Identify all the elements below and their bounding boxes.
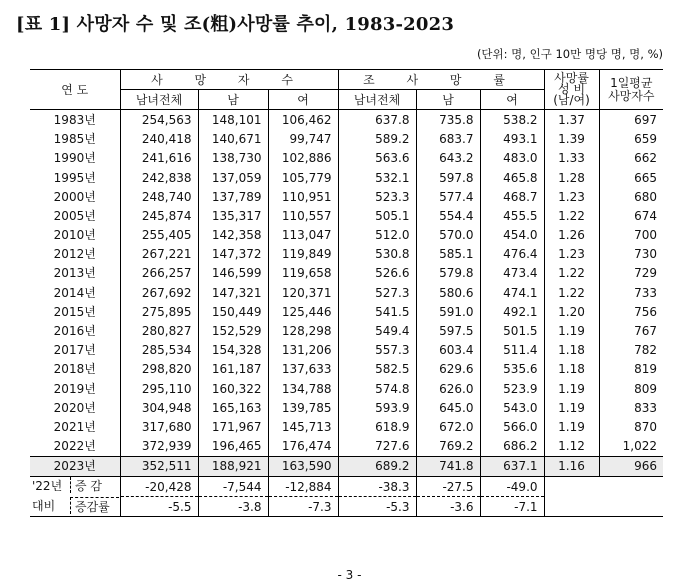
table-row [30,398,663,417]
cell-rate-female: 476.4 [480,245,544,264]
cell-sex-ratio: 1.19 [544,417,599,436]
cell-total: 266,257 [120,264,198,283]
cell-sex-ratio: 1.22 [544,264,599,283]
change-rate-deaths-female: -7.3 [268,497,338,517]
cell-male: 171,967 [198,417,268,436]
table-row [30,187,663,206]
cell-rate-total: 532.1 [338,168,416,187]
table-row [30,379,663,398]
cell-daily: 966 [599,456,663,476]
cell-daily: 819 [599,360,663,379]
cell-total: 254,563 [120,110,198,130]
cell-rate-female: 493.1 [480,130,544,149]
cell-female: 163,590 [268,456,338,476]
cell-male: 161,187 [198,360,268,379]
table-row [30,264,663,283]
cell-rate-male: 741.8 [416,456,480,476]
cell-rate-male: 769.2 [416,437,480,457]
cell-male: 147,372 [198,245,268,264]
cell-rate-female: 501.5 [480,321,544,340]
cell-female: 106,462 [268,110,338,130]
cell-male: 196,465 [198,437,268,457]
cell-sex-ratio: 1.28 [544,168,599,187]
cell-rate-male: 603.4 [416,341,480,360]
cell-year: 1990년 [53,151,96,166]
cell-female: 128,298 [268,321,338,340]
cell-daily: 730 [599,245,663,264]
change-female: -12,884 [268,476,338,496]
cell-year: 2012년 [53,247,96,262]
cell-female: 137,633 [268,360,338,379]
header-sex-ratio-line3: (남/여) [553,93,590,108]
sub-header-rate-total: 남녀전체 [338,90,416,110]
cell-year: 2016년 [53,324,96,339]
cell-daily: 733 [599,283,663,302]
death-statistics-table [30,69,663,517]
cell-sex-ratio: 1.19 [544,321,599,340]
cell-rate-female: 465.8 [480,168,544,187]
comparison-label-2 [30,497,120,517]
cell-male: 160,322 [198,379,268,398]
cell-rate-female: 483.0 [480,149,544,168]
cell-female: 102,886 [268,149,338,168]
cell-rate-total: 618.9 [338,417,416,436]
cell-daily: 870 [599,417,663,436]
cell-sex-ratio: 1.16 [544,456,599,476]
cell-total: 352,511 [120,456,198,476]
cell-sex-ratio: 1.12 [544,437,599,457]
cell-year: 2017년 [53,343,96,358]
cell-daily: 833 [599,398,663,417]
cell-total: 267,221 [120,245,198,264]
cell-male: 154,328 [198,341,268,360]
cell-female: 105,779 [268,168,338,187]
cell-rate-male: 672.0 [416,417,480,436]
table-row [30,226,663,245]
cell-daily: 756 [599,302,663,321]
cell-daily: 680 [599,187,663,206]
cell-female: 125,446 [268,302,338,321]
cell-sex-ratio: 1.23 [544,245,599,264]
header-row-1 [30,70,663,90]
cell-year: 2020년 [53,400,96,415]
cell-sex-ratio: 1.37 [544,110,599,130]
cell-male: 148,101 [198,110,268,130]
cell-total: 248,740 [120,187,198,206]
header-crude-rate: 조 사 망 률 [338,70,544,90]
cell-total: 275,895 [120,302,198,321]
cell-female: 110,951 [268,187,338,206]
cell-sex-ratio: 1.33 [544,149,599,168]
cell-rate-male: 597.5 [416,321,480,340]
change-label: 증 감 [70,477,102,493]
change-rate-crude-total: -5.3 [338,497,416,517]
cell-total: 298,820 [120,360,198,379]
header-daily-line1: 1일평균 [610,75,653,90]
cell-sex-ratio: 1.22 [544,283,599,302]
comparison-label-year: '22년 [32,478,63,493]
cell-year: 2010년 [53,228,96,243]
cell-total: 285,534 [120,341,198,360]
cell-total: 255,405 [120,226,198,245]
cell-daily: 659 [599,130,663,149]
cell-male: 138,730 [198,149,268,168]
cell-year: 1995년 [53,170,96,185]
cell-rate-male: 683.7 [416,130,480,149]
cell-rate-total: 541.5 [338,302,416,321]
cell-year: 2013년 [53,266,96,281]
cell-daily: 1,022 [599,437,663,457]
change-rate-deaths-total: -5.5 [120,497,198,517]
table-row [30,206,663,225]
cell-rate-female: 566.0 [480,417,544,436]
cell-year: 1983년 [53,112,96,127]
cell-total: 372,939 [120,437,198,457]
cell-rate-total: 526.6 [338,264,416,283]
table-row [30,360,663,379]
cell-rate-female: 523.9 [480,379,544,398]
cell-sex-ratio: 1.22 [544,206,599,225]
header-sex-ratio [544,70,599,110]
cell-sex-ratio: 1.20 [544,302,599,321]
cell-sex-ratio: 1.23 [544,187,599,206]
cell-year: 2015년 [53,304,96,319]
cell-daily: 674 [599,206,663,225]
cell-year: 2023년 [30,456,120,476]
cell-male: 146,599 [198,264,268,283]
cell-daily: 700 [599,226,663,245]
table-title: [표 1] 사망자 수 및 조(粗)사망률 추이, 1983-2023 [16,14,455,35]
cell-rate-female: 474.1 [480,283,544,302]
table-row [30,245,663,264]
change-rate-male: -27.5 [416,476,480,496]
change-rate-crude-male: -3.6 [416,497,480,517]
cell-male: 137,789 [198,187,268,206]
comparison-label [30,476,120,496]
cell-daily: 665 [599,168,663,187]
header-deaths: 사 망 자 수 [120,70,338,90]
cell-total: 241,616 [120,149,198,168]
cell-rate-male: 735.8 [416,110,480,130]
cell-rate-female: 511.4 [480,341,544,360]
cell-rate-total: 593.9 [338,398,416,417]
cell-year: 2021년 [53,419,96,434]
cell-year: 2018년 [53,362,96,377]
sub-header-rate-female: 여 [480,90,544,110]
cell-rate-total: 512.0 [338,226,416,245]
change-rate-crude-female: -7.1 [480,497,544,517]
cell-rate-female: 468.7 [480,187,544,206]
table-row [30,437,663,457]
table-row [30,149,663,168]
table-row [30,302,663,321]
cell-year: 2014년 [53,285,96,300]
cell-female: 139,785 [268,398,338,417]
cell-rate-male: 597.8 [416,168,480,187]
change-rate-total: -38.3 [338,476,416,496]
cell-rate-male: 643.2 [416,149,480,168]
change-male: -7,544 [198,476,268,496]
cell-male: 165,163 [198,398,268,417]
table-row [30,130,663,149]
cell-total: 240,418 [120,130,198,149]
cell-female: 120,371 [268,283,338,302]
cell-rate-total: 582.5 [338,360,416,379]
change-sex-ratio-empty [544,476,599,516]
change-daily-empty [599,476,663,516]
header-daily-line2: 사망자수 [608,88,655,103]
sub-header-deaths-total: 남녀전체 [120,90,198,110]
change-rate-label: 증감률 [70,497,119,514]
cell-rate-male: 645.0 [416,398,480,417]
cell-rate-total: 530.8 [338,245,416,264]
cell-year: 2005년 [53,208,96,223]
change-total: -20,428 [120,476,198,496]
cell-rate-total: 549.4 [338,321,416,340]
cell-female: 131,206 [268,341,338,360]
table-row-2023 [30,456,663,476]
cell-daily: 782 [599,341,663,360]
cell-rate-total: 637.8 [338,110,416,130]
page-number: - 3 - [337,568,362,582]
cell-sex-ratio: 1.18 [544,341,599,360]
cell-rate-female: 637.1 [480,456,544,476]
cell-rate-total: 523.3 [338,187,416,206]
cell-male: 152,529 [198,321,268,340]
cell-rate-male: 580.6 [416,283,480,302]
cell-male: 150,449 [198,302,268,321]
cell-total: 267,692 [120,283,198,302]
cell-male: 135,317 [198,206,268,225]
cell-total: 317,680 [120,417,198,436]
cell-female: 176,474 [268,437,338,457]
header-year: 연 도 [30,70,120,110]
cell-total: 242,838 [120,168,198,187]
cell-female: 119,658 [268,264,338,283]
cell-year: 2022년 [53,439,96,454]
cell-rate-total: 589.2 [338,130,416,149]
cell-male: 142,358 [198,226,268,245]
cell-total: 245,874 [120,206,198,225]
cell-rate-male: 579.8 [416,264,480,283]
cell-sex-ratio: 1.18 [544,360,599,379]
cell-rate-male: 629.6 [416,360,480,379]
cell-female: 145,713 [268,417,338,436]
cell-male: 137,059 [198,168,268,187]
table-row [30,321,663,340]
cell-rate-male: 554.4 [416,206,480,225]
cell-rate-female: 535.6 [480,360,544,379]
cell-rate-male: 591.0 [416,302,480,321]
table-row [30,110,663,130]
cell-year: 2000년 [53,189,96,204]
cell-female: 110,557 [268,206,338,225]
cell-rate-female: 455.5 [480,206,544,225]
cell-rate-female: 454.0 [480,226,544,245]
cell-female: 119,849 [268,245,338,264]
cell-female: 99,747 [268,130,338,149]
cell-sex-ratio: 1.19 [544,398,599,417]
cell-rate-female: 473.4 [480,264,544,283]
cell-total: 304,948 [120,398,198,417]
cell-rate-male: 626.0 [416,379,480,398]
cell-rate-female: 538.2 [480,110,544,130]
header-sex-ratio-line2: 성 비 [558,82,586,97]
table-row [30,283,663,302]
sub-header-rate-male: 남 [416,90,480,110]
cell-rate-female: 543.0 [480,398,544,417]
sub-header-deaths-female: 여 [268,90,338,110]
cell-daily: 697 [599,110,663,130]
change-rate-deaths-male: -3.8 [198,497,268,517]
cell-daily: 767 [599,321,663,340]
cell-daily: 662 [599,149,663,168]
unit-note: (단위: 명, 인구 10만 명당 명, 명, %) [476,47,663,61]
table-row [30,417,663,436]
table-row [30,341,663,360]
cell-rate-total: 574.8 [338,379,416,398]
cell-male: 188,921 [198,456,268,476]
cell-male: 147,321 [198,283,268,302]
header-daily-average [599,70,663,110]
cell-year: 1985년 [53,132,96,147]
cell-rate-total: 727.6 [338,437,416,457]
cell-female: 134,788 [268,379,338,398]
header-sex-ratio-line1: 사망률 [554,71,589,86]
cell-rate-total: 527.3 [338,283,416,302]
cell-rate-male: 577.4 [416,187,480,206]
cell-rate-total: 505.1 [338,206,416,225]
table-row [30,168,663,187]
cell-rate-female: 686.2 [480,437,544,457]
cell-rate-total: 563.6 [338,149,416,168]
cell-female: 113,047 [268,226,338,245]
cell-rate-total: 689.2 [338,456,416,476]
comparison-row-change [30,476,663,496]
cell-total: 295,110 [120,379,198,398]
cell-sex-ratio: 1.39 [544,130,599,149]
cell-year: 2019년 [53,381,96,396]
cell-rate-male: 585.1 [416,245,480,264]
cell-rate-total: 557.3 [338,341,416,360]
cell-sex-ratio: 1.19 [544,379,599,398]
cell-rate-female: 492.1 [480,302,544,321]
cell-daily: 809 [599,379,663,398]
cell-sex-ratio: 1.26 [544,226,599,245]
cell-rate-male: 570.0 [416,226,480,245]
cell-male: 140,671 [198,130,268,149]
comparison-label-vs: 대비 [32,498,56,513]
cell-daily: 729 [599,264,663,283]
sub-header-deaths-male: 남 [198,90,268,110]
cell-total: 280,827 [120,321,198,340]
change-rate-female: -49.0 [480,476,544,496]
